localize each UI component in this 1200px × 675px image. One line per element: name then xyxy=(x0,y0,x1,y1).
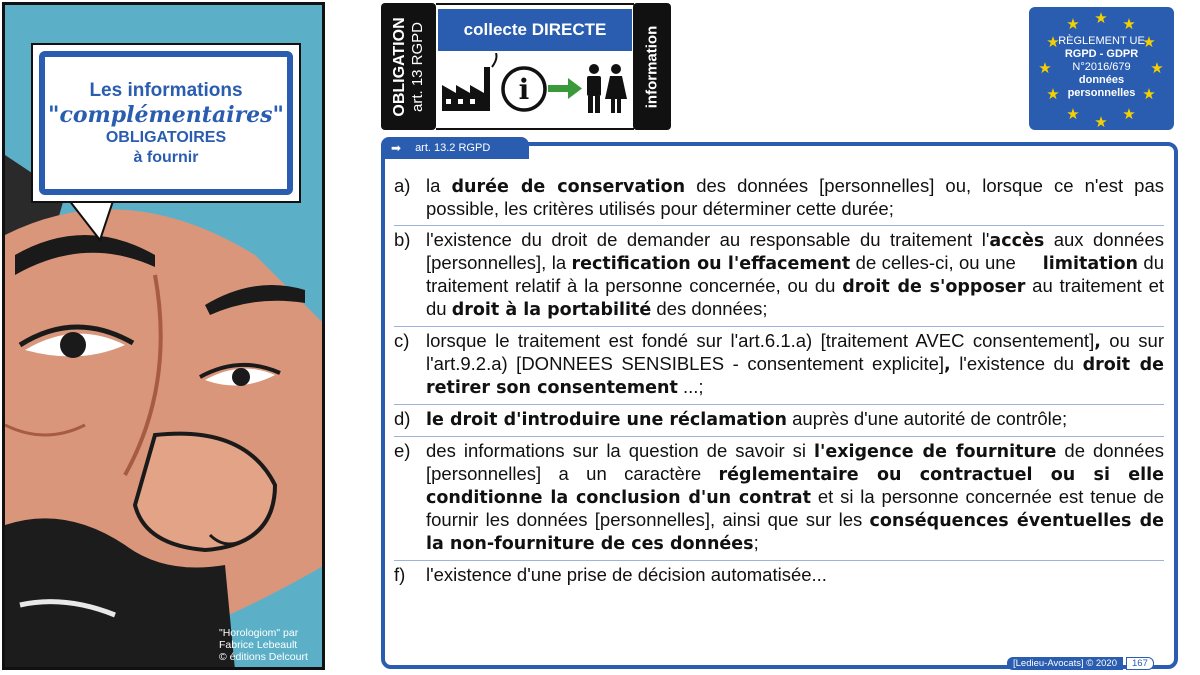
speech-bubble-frame xyxy=(39,51,293,195)
article-item-label: c) xyxy=(394,330,410,351)
eu-badge-line-5: personnelles xyxy=(1067,87,1136,99)
eu-badge-line-3: N°2016/679 xyxy=(1072,61,1131,73)
obligation-label xyxy=(391,17,427,116)
article-item-label: a) xyxy=(394,175,411,196)
article-item xyxy=(394,327,1164,405)
svg-text:★: ★ xyxy=(1094,113,1108,130)
bubble-line-2: "complémentaires" xyxy=(47,101,285,128)
article-item-label: f) xyxy=(394,564,406,585)
svg-text:★: ★ xyxy=(1066,15,1080,33)
obligation-title: OBLIGATION xyxy=(390,16,408,117)
collect-flow-illustration xyxy=(436,53,632,128)
bubble-line-1: Les informations xyxy=(89,79,243,101)
obligation-label-block xyxy=(381,3,436,130)
article-item xyxy=(394,437,1164,561)
article-item-text: lorsque le traitement est fondé sur l'art.6.1.a) [traitement AVEC consentement], ou sur l'art.9.2.a) [DONNEES SENSIBLES - consentement explicite], l'existence du droit de retirer son consentement ...; xyxy=(426,330,1164,398)
factory-icon xyxy=(442,53,497,111)
footer-copyright: [Ledieu-Avocats] © 2020 xyxy=(1007,657,1123,670)
arrow-right-icon xyxy=(548,78,582,99)
article-item-text: la durée de conservation des données [personnelles] ou, lorsque ce n'est pas possible, les critères utilisés pour déterminer cette durée; xyxy=(426,175,1164,219)
article-item-label: e) xyxy=(394,440,411,461)
collect-direct-block xyxy=(436,3,634,130)
article-item-label: d) xyxy=(394,408,411,429)
footer-page-number: 167 xyxy=(1126,657,1154,670)
eu-regulation-badge xyxy=(1029,7,1174,130)
svg-text:★: ★ xyxy=(1122,15,1136,33)
article-item-text: le droit d'introduire une réclamation auprès d'une autorité de contrôle; xyxy=(426,408,1068,430)
svg-text:★: ★ xyxy=(1142,33,1156,51)
eu-badge-line-2: RGPD - GDPR xyxy=(1064,48,1139,60)
info-symbol: i xyxy=(518,73,530,106)
credit-line-3: © éditions Delcourt xyxy=(219,651,308,663)
article-item-text: l'existence d'une prise de décision automatisée... xyxy=(426,564,827,585)
article-item-text: des informations sur la question de savoir si l'exigence de fourniture de données [personnelles] a un caractère réglementaire ou contractuel ou si elle conditionne la conclusion d'un contrat et si la personne concernée est tenue de fournir les données [personnelles], ainsi que sur les conséquences éventuelles de la non-fourniture de ces données; xyxy=(426,440,1164,554)
info-icon xyxy=(503,68,545,110)
svg-text:★: ★ xyxy=(1094,9,1108,27)
speech-bubble xyxy=(31,43,301,203)
arrow-right-icon: ➡ xyxy=(391,141,402,155)
article-reference: art. 13 RGPD xyxy=(408,21,426,112)
man-icon xyxy=(587,64,601,113)
article-item xyxy=(394,405,1164,437)
svg-text:★: ★ xyxy=(1046,33,1060,51)
comic-panel xyxy=(2,2,325,670)
article-tab xyxy=(381,137,529,159)
eu-badge-line-4: données xyxy=(1078,74,1125,86)
article-tab-label: art. 13.2 RGPD xyxy=(415,142,491,154)
article-item-list xyxy=(394,172,1164,591)
bubble-line-4: à fournir xyxy=(133,148,199,166)
article-item-label: b) xyxy=(394,229,411,250)
svg-text:★: ★ xyxy=(1046,85,1060,103)
comic-credit xyxy=(219,627,325,663)
eu-badge-line-1: RÈGLEMENT UE xyxy=(1058,35,1145,47)
article-item xyxy=(394,561,1164,591)
information-label: information xyxy=(643,25,661,108)
svg-text:★: ★ xyxy=(1142,85,1156,103)
svg-text:★: ★ xyxy=(1066,105,1080,123)
svg-text:★: ★ xyxy=(1150,59,1164,77)
svg-text:★: ★ xyxy=(1038,59,1052,77)
article-item xyxy=(394,172,1164,226)
bubble-line-3: OBLIGATOIRES xyxy=(105,128,227,146)
slide-footer xyxy=(1007,655,1154,671)
article-item xyxy=(394,226,1164,327)
credit-line-2: Fabrice Lebeault xyxy=(219,639,298,651)
collect-direct-title: collecte DIRECTE xyxy=(438,9,632,51)
article-item-text: l'existence du droit de demander au responsable du traitement l'accès aux données [personnelles], la rectification ou l'effacement de celles-ci, ou une limitation du traitement relatif à la personne concernée, ou du droit de s'opposer au traitement et du droit à la portabilité des données; xyxy=(426,229,1164,320)
svg-text:★: ★ xyxy=(1122,105,1136,123)
information-label-block xyxy=(633,3,671,130)
credit-line-1: "Horologiom" par xyxy=(219,627,299,639)
eu-badge-text xyxy=(1029,35,1174,100)
woman-icon xyxy=(605,64,627,113)
